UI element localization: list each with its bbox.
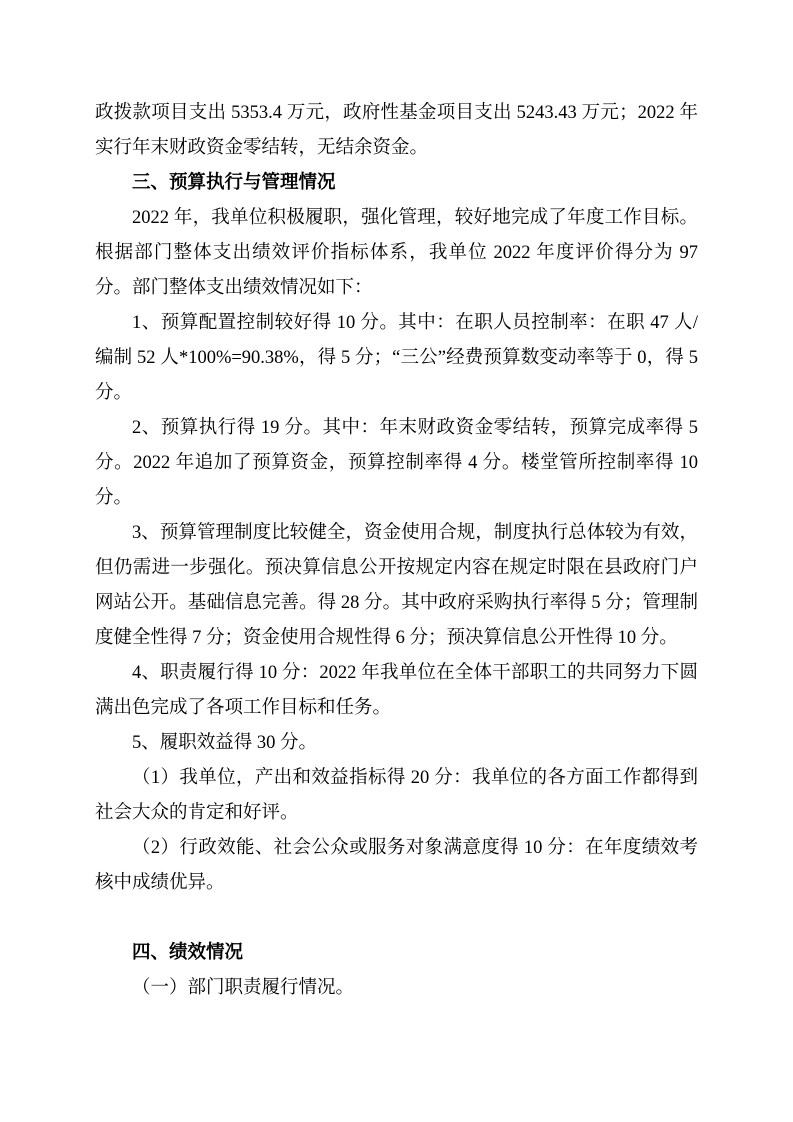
paragraph-item-2-budget-execution: 2、预算执行得 19 分。其中：年末财政资金零结转，预算完成率得 5 分。2022 年追加了预算资金，预算控制率得 4 分。楼堂管所控制率得 10 分。 — [95, 418, 698, 508]
continuation-paragraph: 政拨款项目支出 5353.4 万元，政府性基金项目支出 5243.43 万元；2022 年实行年末财政资金零结转，无结余资金。 — [95, 103, 698, 158]
section-heading-budget-execution: 三、预算执行与管理情况 — [132, 173, 336, 193]
blank-line — [95, 901, 698, 936]
paragraph-item-3-budget-management: 3、预算管理制度比较健全，资金使用合规，制度执行总体较为有效，但仍需进一步强化。预决算信息公开按规定内容在规定时限在县政府门户网站公开。基础信息完善。得 28 分。其中政府采购执行率得 5 分；管理制度健全性得 7 分；资金使用合规性得 6 分；预决算信息公开性得 10 分。 — [95, 523, 698, 648]
paragraph-budget-intro: 2022 年，我单位积极履职，强化管理，较好地完成了年度工作目标。根据部门整体支出绩效评价指标体系，我单位 2022 年度评价得分为 97 分。部门整体支出绩效情况如下： — [95, 208, 698, 298]
paragraph-item-5-performance-benefit: 5、履职效益得 30 分。 — [132, 733, 318, 753]
paragraph-item-5-2-satisfaction: （2）行政效能、社会公众或服务对象满意度得 10 分：在年度绩效考核中成绩优异。 — [95, 838, 698, 893]
paragraph-item-5-1-output-benefit: （1）我单位，产出和效益指标得 20 分：我单位的各方面工作都得到社会大众的肯定和好评。 — [95, 768, 698, 823]
paragraph-item-4-duty-fulfillment: 4、职责履行得 10 分：2022 年我单位在全体干部职工的共同努力下圆满出色完成了各项工作目标和任务。 — [95, 663, 698, 718]
paragraph-department-duty: （一）部门职责履行情况。 — [132, 978, 355, 998]
section-heading-performance: 四、绩效情况 — [132, 943, 244, 963]
paragraph-item-1-budget-allocation: 1、预算配置控制较好得 10 分。其中：在职人员控制率：在职 47 人/编制 52 人*100%=90.38%，得 5 分；“三公”经费预算数变动率等于 0，得 5 分。 — [95, 313, 698, 403]
